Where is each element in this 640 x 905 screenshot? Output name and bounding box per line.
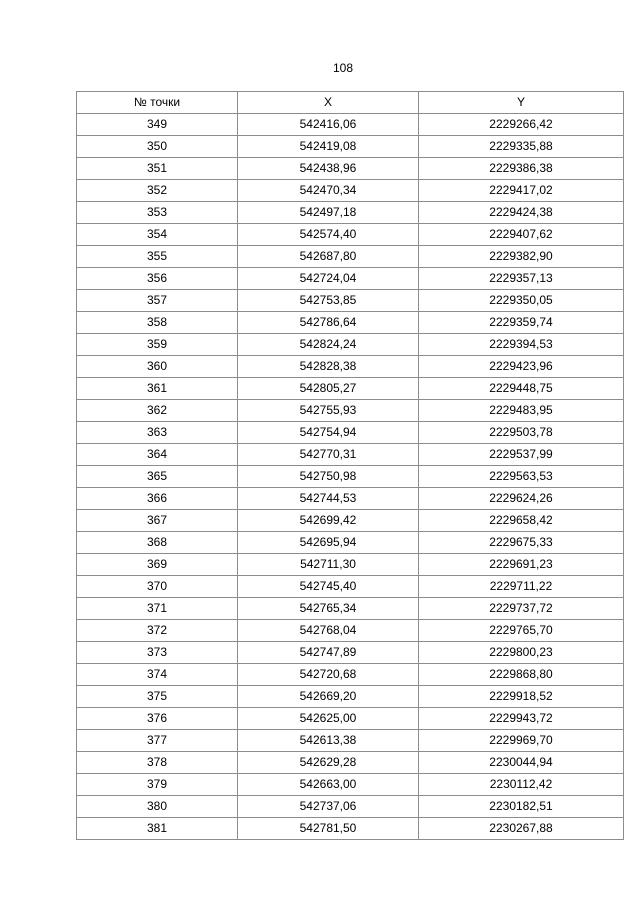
table-row bbox=[77, 510, 624, 532]
cell-x-value: 542781,50 bbox=[238, 818, 419, 840]
cell-point-number: 358 bbox=[77, 312, 238, 334]
table-body bbox=[77, 114, 624, 840]
table-row bbox=[77, 202, 624, 224]
cell-y-value: 2229711,22 bbox=[419, 576, 624, 598]
cell-x-value: 542824,24 bbox=[238, 334, 419, 356]
cell-y-value: 2229359,74 bbox=[419, 312, 624, 334]
table-row bbox=[77, 488, 624, 510]
cell-y-value: 2229417,02 bbox=[419, 180, 624, 202]
cell-x-value: 542744,53 bbox=[238, 488, 419, 510]
cell-point-number: 354 bbox=[77, 224, 238, 246]
table-header-row bbox=[77, 92, 624, 114]
table-row bbox=[77, 444, 624, 466]
cell-x-value: 542753,85 bbox=[238, 290, 419, 312]
cell-x-value: 542470,34 bbox=[238, 180, 419, 202]
table-row bbox=[77, 224, 624, 246]
cell-y-value: 2230267,88 bbox=[419, 818, 624, 840]
table-row bbox=[77, 268, 624, 290]
table-row bbox=[77, 752, 624, 774]
cell-point-number: 374 bbox=[77, 664, 238, 686]
cell-x-value: 542625,00 bbox=[238, 708, 419, 730]
cell-x-value: 542737,06 bbox=[238, 796, 419, 818]
cell-y-value: 2229386,38 bbox=[419, 158, 624, 180]
cell-y-value: 2229407,62 bbox=[419, 224, 624, 246]
cell-x-value: 542711,30 bbox=[238, 554, 419, 576]
coordinates-table bbox=[76, 91, 624, 840]
cell-y-value: 2229394,53 bbox=[419, 334, 624, 356]
table-row bbox=[77, 158, 624, 180]
cell-x-value: 542765,34 bbox=[238, 598, 419, 620]
cell-point-number: 380 bbox=[77, 796, 238, 818]
table-row bbox=[77, 466, 624, 488]
cell-point-number: 357 bbox=[77, 290, 238, 312]
cell-y-value: 2229918,52 bbox=[419, 686, 624, 708]
cell-point-number: 366 bbox=[77, 488, 238, 510]
table-row bbox=[77, 598, 624, 620]
cell-x-value: 542438,96 bbox=[238, 158, 419, 180]
cell-x-value: 542750,98 bbox=[238, 466, 419, 488]
cell-y-value: 2229423,96 bbox=[419, 356, 624, 378]
cell-point-number: 360 bbox=[77, 356, 238, 378]
cell-point-number: 361 bbox=[77, 378, 238, 400]
cell-x-value: 542720,68 bbox=[238, 664, 419, 686]
table-row bbox=[77, 114, 624, 136]
cell-point-number: 372 bbox=[77, 620, 238, 642]
cell-point-number: 367 bbox=[77, 510, 238, 532]
cell-x-value: 542755,93 bbox=[238, 400, 419, 422]
cell-x-value: 542724,04 bbox=[238, 268, 419, 290]
cell-point-number: 364 bbox=[77, 444, 238, 466]
cell-x-value: 542805,27 bbox=[238, 378, 419, 400]
page-number: 108 bbox=[332, 61, 354, 75]
cell-x-value: 542613,38 bbox=[238, 730, 419, 752]
cell-point-number: 350 bbox=[77, 136, 238, 158]
cell-y-value: 2229675,33 bbox=[419, 532, 624, 554]
cell-point-number: 371 bbox=[77, 598, 238, 620]
cell-point-number: 363 bbox=[77, 422, 238, 444]
cell-y-value: 2229266,42 bbox=[419, 114, 624, 136]
cell-point-number: 365 bbox=[77, 466, 238, 488]
cell-x-value: 542768,04 bbox=[238, 620, 419, 642]
cell-y-value: 2230182,51 bbox=[419, 796, 624, 818]
cell-x-value: 542416,06 bbox=[238, 114, 419, 136]
cell-point-number: 359 bbox=[77, 334, 238, 356]
table-row bbox=[77, 664, 624, 686]
cell-x-value: 542497,18 bbox=[238, 202, 419, 224]
cell-y-value: 2230112,42 bbox=[419, 774, 624, 796]
table-row bbox=[77, 312, 624, 334]
cell-y-value: 2229350,05 bbox=[419, 290, 624, 312]
cell-point-number: 351 bbox=[77, 158, 238, 180]
cell-point-number: 369 bbox=[77, 554, 238, 576]
cell-point-number: 352 bbox=[77, 180, 238, 202]
cell-x-value: 542754,94 bbox=[238, 422, 419, 444]
cell-y-value: 2229943,72 bbox=[419, 708, 624, 730]
table-row bbox=[77, 422, 624, 444]
cell-point-number: 373 bbox=[77, 642, 238, 664]
table-row bbox=[77, 334, 624, 356]
cell-point-number: 375 bbox=[77, 686, 238, 708]
table-row bbox=[77, 774, 624, 796]
cell-y-value: 2229537,99 bbox=[419, 444, 624, 466]
cell-y-value: 2229357,13 bbox=[419, 268, 624, 290]
header-point-number: № точки bbox=[77, 92, 238, 114]
cell-x-value: 542828,38 bbox=[238, 356, 419, 378]
cell-point-number: 370 bbox=[77, 576, 238, 598]
cell-point-number: 353 bbox=[77, 202, 238, 224]
cell-y-value: 2229658,42 bbox=[419, 510, 624, 532]
cell-point-number: 377 bbox=[77, 730, 238, 752]
table-row bbox=[77, 136, 624, 158]
cell-x-value: 542663,00 bbox=[238, 774, 419, 796]
cell-point-number: 381 bbox=[77, 818, 238, 840]
cell-x-value: 542687,80 bbox=[238, 246, 419, 268]
table-row bbox=[77, 686, 624, 708]
table-row bbox=[77, 620, 624, 642]
cell-y-value: 2229969,70 bbox=[419, 730, 624, 752]
cell-y-value: 2229737,72 bbox=[419, 598, 624, 620]
table-row bbox=[77, 180, 624, 202]
cell-x-value: 542747,89 bbox=[238, 642, 419, 664]
cell-x-value: 542745,40 bbox=[238, 576, 419, 598]
table-row bbox=[77, 378, 624, 400]
cell-x-value: 542669,20 bbox=[238, 686, 419, 708]
cell-y-value: 2229335,88 bbox=[419, 136, 624, 158]
table-row bbox=[77, 818, 624, 840]
table-row bbox=[77, 796, 624, 818]
table-row bbox=[77, 642, 624, 664]
cell-y-value: 2229503,78 bbox=[419, 422, 624, 444]
cell-point-number: 356 bbox=[77, 268, 238, 290]
cell-y-value: 2229424,38 bbox=[419, 202, 624, 224]
cell-x-value: 542629,28 bbox=[238, 752, 419, 774]
table-row bbox=[77, 554, 624, 576]
table-row bbox=[77, 356, 624, 378]
table-row bbox=[77, 532, 624, 554]
cell-point-number: 378 bbox=[77, 752, 238, 774]
cell-x-value: 542786,64 bbox=[238, 312, 419, 334]
cell-y-value: 2229868,80 bbox=[419, 664, 624, 686]
cell-y-value: 2229765,70 bbox=[419, 620, 624, 642]
cell-point-number: 368 bbox=[77, 532, 238, 554]
table-row bbox=[77, 576, 624, 598]
cell-y-value: 2230044,94 bbox=[419, 752, 624, 774]
cell-y-value: 2229483,95 bbox=[419, 400, 624, 422]
cell-y-value: 2229800,23 bbox=[419, 642, 624, 664]
cell-x-value: 542699,42 bbox=[238, 510, 419, 532]
cell-y-value: 2229382,90 bbox=[419, 246, 624, 268]
table-row bbox=[77, 246, 624, 268]
cell-point-number: 376 bbox=[77, 708, 238, 730]
cell-point-number: 379 bbox=[77, 774, 238, 796]
header-y: Y bbox=[419, 92, 624, 114]
cell-y-value: 2229448,75 bbox=[419, 378, 624, 400]
cell-point-number: 355 bbox=[77, 246, 238, 268]
cell-y-value: 2229563,53 bbox=[419, 466, 624, 488]
table-row bbox=[77, 730, 624, 752]
cell-point-number: 362 bbox=[77, 400, 238, 422]
cell-x-value: 542574,40 bbox=[238, 224, 419, 246]
table-row bbox=[77, 400, 624, 422]
table-row bbox=[77, 290, 624, 312]
cell-point-number: 349 bbox=[77, 114, 238, 136]
cell-x-value: 542419,08 bbox=[238, 136, 419, 158]
cell-x-value: 542695,94 bbox=[238, 532, 419, 554]
cell-x-value: 542770,31 bbox=[238, 444, 419, 466]
cell-y-value: 2229624,26 bbox=[419, 488, 624, 510]
table-row bbox=[77, 708, 624, 730]
header-x: X bbox=[238, 92, 419, 114]
cell-y-value: 2229691,23 bbox=[419, 554, 624, 576]
